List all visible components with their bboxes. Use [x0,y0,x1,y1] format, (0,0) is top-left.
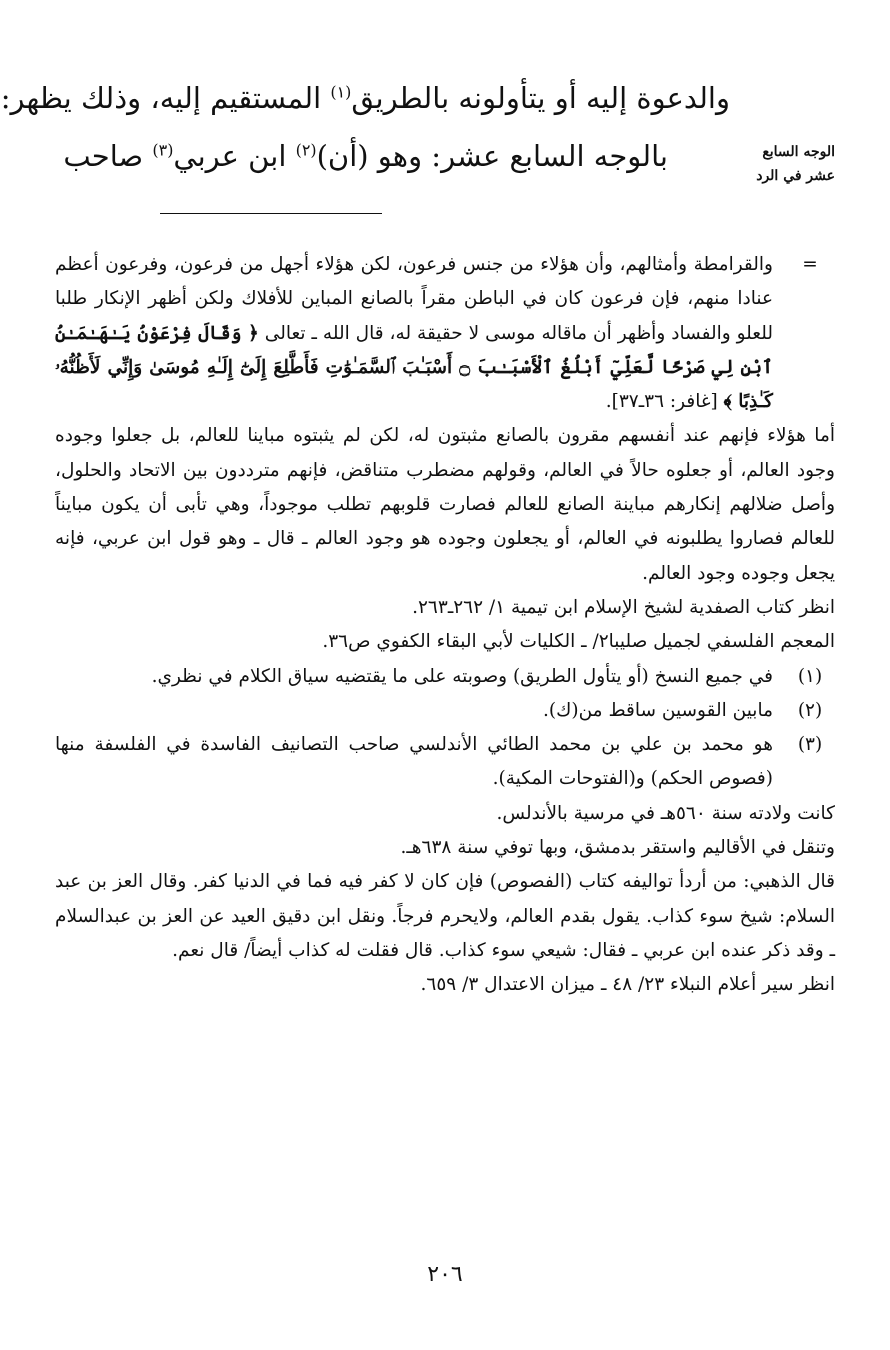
main-text-segment: والدعوة إليه أو يتأولونه بالطريق [351,81,730,115]
biography-paragraph: قال الذهبي: من أردأ تواليفه كتاب (الفصوص) فإن كان لا كفر فيه فما في الدنيا كفر. وقال العز بن عبد السلام: شيخ سوء كذاب. يقول بقدم العالم، ولايحرم فرجاً. ونقل ابن دقيق العيد عن العز بن عبدالسلام ـ وقد ذكر عنده ابن عربي ـ فقال: شيعي سوء كذاب. قال فقلت له كذاب أيضاً/ قال نعم. [55,871,835,961]
footnote-separator [160,213,382,214]
margin-note-line: الوجه السابع [762,144,835,160]
quran-verse: ﴿ وَقَالَ فِرْعَوْنُ يَـٰهَـٰمَـٰنُ ٱبْنِ لِي صَرْحًا لَّعَلِّيٓ أَبْلُغُ ٱلْأَسْبَـٰبَ ۝ أَسْبَـٰبَ ٱلسَّمَـٰوَٰتِ فَأَطَّلِعَ إِلَىٰٓ إِلَـٰهِ مُوسَىٰ وَإِنِّي لَأَظُنُّهُۥ كَـٰذِبًا ﴾ [55,322,773,413]
biography-paragraph: وتنقل في الأقاليم واستقر بدمشق، وبها توفي سنة ٦٣٨هـ. [400,837,835,859]
footnote-reference-line: المعجم الفلسفي لجميل صليبا٢/ ـ الكليات لأبي البقاء الكفوي ص٣٦. [322,631,835,653]
footnote-2 [55,694,835,728]
footnote-mark: (١) [797,665,823,687]
footnote-ref-1[interactable]: (١) [330,82,352,102]
biography-reference-line: انظر سير أعلام النبلاء ٢٣/ ٤٨ ـ ميزان الاعتدال ٣/ ٦٥٩. [420,974,835,996]
verse-reference: [غافر: ٣٦ـ٣٧]. [605,391,718,413]
footnote-text: هو محمد بن علي بن محمد الطائي الأندلسي صاحب التصانيف الفاسدة في الفلسفة منها (فصوص الحكم) و(الفتوحات المكية). [55,734,773,790]
main-text-segment: بالوجه السابع عشر: وهو (أن) [316,139,668,173]
footnote-paragraph [55,248,773,419]
footnote-paragraph: أما هؤلاء فإنهم عند أنفسهم مقرون بالصانع مثبتون له، لكن لم يثبتوه مباينا للعالم، بل جعلوا وجوده وجود العالم، أو جعلوه حالاً في العالم، وقولهم مضطرب متناقض، فإنهم مترددون بين الاتحاد والحلول، وأصل ضلالهم إنكارهم مباينة الصانع للعالم فصارت قلوبهم تطلب موجوداً، وهي تأبى أن يكون مبايناً للعالم فصاروا يطلبونه في العالم، أو يجعلون وجوده هو وجود العالم ـ قال ـ وهو قول ابن عربي، فإنه يجعل وجوده وجود العالم. [55,425,835,584]
footnote-text: في جميع النسخ (أو يتأول الطريق) وصوبته على ما يقتضيه سياق الكلام في نظري. [151,665,773,687]
margin-note-line: عشر في الرد [756,168,835,184]
footnote-continuation [55,248,835,419]
biography-paragraph: كانت ولادته سنة ٥٦٠هـ في مرسية بالأندلس. [496,802,835,824]
continuation-mark: = [802,254,818,275]
footnote-3 [55,728,835,797]
main-text-line-1 [0,78,730,118]
footnote-reference-line: انظر كتاب الصفدية لشيخ الإسلام ابن تيمية ١/ ٢٦٢ـ٢٦٣. [412,596,835,618]
main-text-segment: صاحب [63,139,153,173]
margin-note [735,140,835,188]
footnote-ref-2[interactable]: (٢) [295,140,317,160]
footnote-mark: (٣) [797,734,823,756]
footnote-mark: (٢) [797,699,823,721]
footnote-text: والقرامطة وأمثالهم، وأن هؤلاء من جنس فرعون، لكن هؤلاء أجهل من فرعون، وفرعون أعظم عنادا منهم، فإن فرعون كان في الباطن مقراً بالصانع المباين للأفلاك ولكن أظهر الإنكار طلبا للعلو والفساد وأظهر أن ماقاله موسى لا حقيقة له، قال الله ـ تعالى [55,254,773,344]
footnotes-section [55,248,835,1003]
main-text-segment: المستقيم إليه، وذلك يظهر: [0,81,331,115]
main-text-segment: ابن عربي [173,139,296,173]
footnote-text: مابين القوسين ساقط من(ك). [543,699,773,721]
main-text-line-2 [55,136,668,176]
footnote-ref-3[interactable]: (٣) [152,140,174,160]
page-number: ٢٠٦ [427,1262,463,1287]
footnote-1 [55,660,835,694]
